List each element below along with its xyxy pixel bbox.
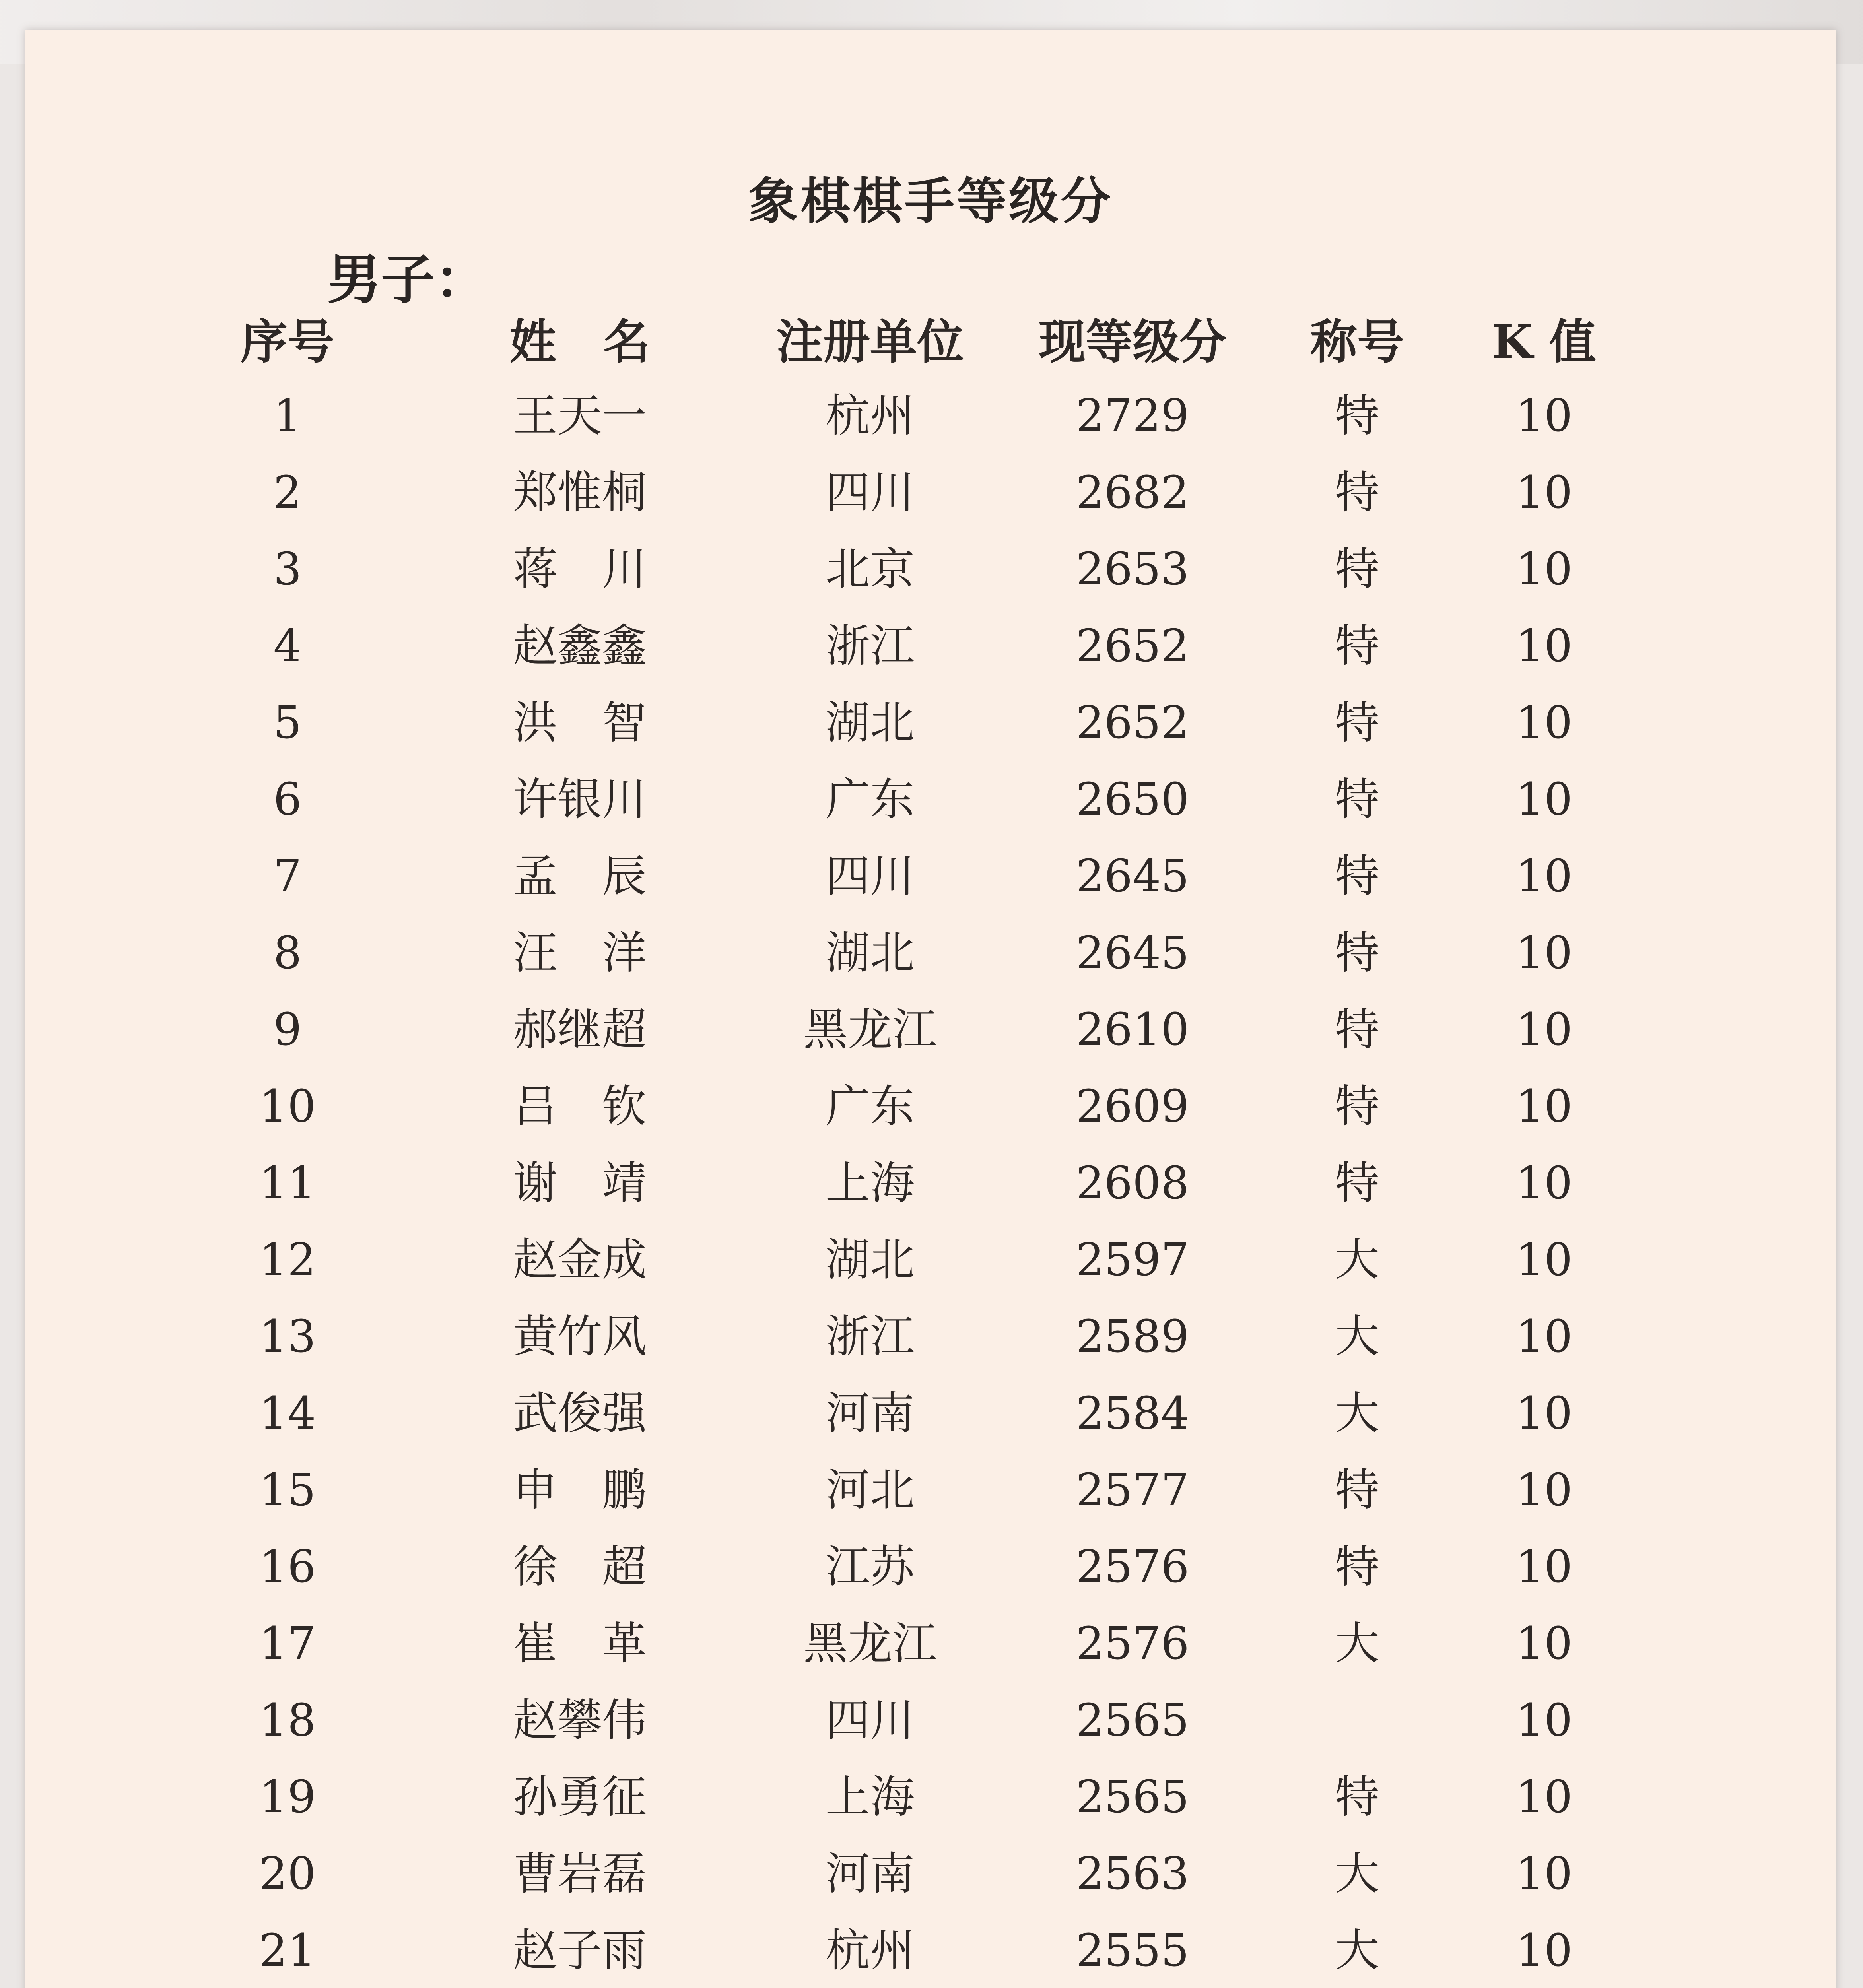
cell-k: 10 xyxy=(1515,697,1573,749)
cell-unit: 黑龙江 xyxy=(803,1618,937,1670)
cell-no: 2 xyxy=(273,467,302,518)
table-row xyxy=(25,1682,1836,1759)
cell-k: 10 xyxy=(1515,1311,1573,1363)
cell-title: 特 xyxy=(1335,1464,1379,1516)
cell-unit: 黑龙江 xyxy=(803,1004,937,1056)
cell-name: 徐 超 xyxy=(513,1541,647,1593)
cell-k: 10 xyxy=(1515,1004,1573,1056)
table-row xyxy=(25,1759,1836,1836)
cell-k: 10 xyxy=(1515,1388,1573,1439)
cell-title: 特 xyxy=(1335,620,1379,672)
table-row xyxy=(25,992,1836,1068)
table-row xyxy=(25,1452,1836,1529)
cell-score: 2563 xyxy=(1076,1848,1189,1900)
cell-score: 2652 xyxy=(1076,620,1189,672)
cell-title: 特 xyxy=(1335,390,1379,442)
cell-unit: 上海 xyxy=(826,1157,915,1209)
cell-name: 曹岩磊 xyxy=(513,1848,647,1900)
cell-unit: 杭州 xyxy=(826,1925,915,1976)
cell-unit: 河北 xyxy=(826,1464,915,1516)
table-body xyxy=(25,378,1836,1988)
cell-unit: 河南 xyxy=(826,1848,915,1900)
cell-unit: 河南 xyxy=(826,1388,915,1439)
cell-unit: 湖北 xyxy=(826,697,915,749)
cell-unit: 四川 xyxy=(826,1695,915,1746)
header-score: 现等级分 xyxy=(1038,314,1226,369)
cell-unit: 浙江 xyxy=(826,1311,915,1363)
cell-score: 2576 xyxy=(1076,1541,1189,1593)
cell-score: 2584 xyxy=(1076,1388,1189,1439)
cell-unit: 杭州 xyxy=(826,390,915,442)
cell-score: 2609 xyxy=(1076,1081,1189,1132)
table-row xyxy=(25,685,1836,761)
cell-no: 13 xyxy=(259,1311,316,1363)
cell-title: 特 xyxy=(1335,774,1379,825)
cell-no: 18 xyxy=(259,1695,316,1746)
cell-score: 2610 xyxy=(1076,1004,1189,1056)
cell-unit: 上海 xyxy=(826,1771,915,1823)
cell-name: 吕 钦 xyxy=(513,1081,647,1132)
cell-k: 10 xyxy=(1515,467,1573,518)
cell-k: 10 xyxy=(1515,927,1573,979)
cell-score: 2565 xyxy=(1076,1695,1189,1746)
header-name: 姓 名 xyxy=(509,314,650,369)
cell-unit: 北京 xyxy=(826,544,915,595)
cell-score: 2645 xyxy=(1076,927,1189,979)
table-row xyxy=(25,1222,1836,1299)
cell-no: 20 xyxy=(259,1848,316,1900)
cell-score: 2652 xyxy=(1076,697,1189,749)
cell-unit: 江苏 xyxy=(826,1541,915,1593)
header-no: 序号 xyxy=(240,314,334,369)
cell-name: 申 鹏 xyxy=(513,1464,647,1516)
cell-no: 6 xyxy=(273,774,302,825)
cell-title: 大 xyxy=(1335,1311,1379,1363)
cell-title: 特 xyxy=(1335,1081,1379,1132)
cell-name: 赵子雨 xyxy=(513,1925,647,1976)
cell-no: 8 xyxy=(273,927,302,979)
cell-score: 2565 xyxy=(1076,1771,1189,1823)
header-k: K 值 xyxy=(1492,314,1596,369)
table-row xyxy=(25,915,1836,992)
cell-title: 特 xyxy=(1335,927,1379,979)
table-row xyxy=(25,1068,1836,1145)
cell-unit: 湖北 xyxy=(826,1234,915,1286)
cell-score: 2653 xyxy=(1076,544,1189,595)
cell-title: 特 xyxy=(1335,1004,1379,1056)
table-row xyxy=(25,608,1836,685)
cell-title: 特 xyxy=(1335,1157,1379,1209)
cell-no: 15 xyxy=(259,1464,316,1516)
cell-no: 1 xyxy=(273,390,302,442)
cell-title: 大 xyxy=(1335,1388,1379,1439)
cell-name: 王天一 xyxy=(513,390,647,442)
cell-no: 12 xyxy=(259,1234,316,1286)
cell-score: 2597 xyxy=(1076,1234,1189,1286)
table-row xyxy=(25,531,1836,608)
cell-score: 2682 xyxy=(1076,467,1189,518)
cell-no: 14 xyxy=(259,1388,316,1439)
cell-title: 特 xyxy=(1335,544,1379,595)
cell-k: 10 xyxy=(1515,1848,1573,1900)
cell-unit: 四川 xyxy=(826,850,915,902)
cell-name: 黄竹风 xyxy=(513,1311,647,1363)
cell-no: 3 xyxy=(273,544,302,595)
cell-k: 10 xyxy=(1515,390,1573,442)
cell-no: 9 xyxy=(273,1004,302,1056)
cell-title: 特 xyxy=(1335,1771,1379,1823)
cell-k: 10 xyxy=(1515,774,1573,825)
cell-name: 许银川 xyxy=(513,774,647,825)
cell-no: 21 xyxy=(259,1925,316,1976)
cell-unit: 湖北 xyxy=(826,927,915,979)
document-page xyxy=(25,30,1836,1988)
table-header xyxy=(25,308,1836,376)
cell-name: 崔 革 xyxy=(513,1618,647,1670)
cell-name: 郑惟桐 xyxy=(513,467,647,518)
cell-title: 大 xyxy=(1335,1234,1379,1286)
cell-name: 赵金成 xyxy=(513,1234,647,1286)
cell-k: 10 xyxy=(1515,850,1573,902)
table-row xyxy=(25,454,1836,531)
cell-k: 10 xyxy=(1515,1234,1573,1286)
cell-score: 2589 xyxy=(1076,1311,1189,1363)
cell-title: 特 xyxy=(1335,850,1379,902)
document-title: 象棋棋手等级分 xyxy=(748,172,1113,230)
section-label-men: 男子： xyxy=(327,248,488,311)
header-title: 称号 xyxy=(1310,314,1404,369)
table-row xyxy=(25,1299,1836,1375)
cell-unit: 广东 xyxy=(826,1081,915,1132)
cell-title: 大 xyxy=(1335,1925,1379,1976)
cell-no: 19 xyxy=(259,1771,316,1823)
cell-name: 汪 洋 xyxy=(513,927,647,979)
cell-no: 4 xyxy=(273,620,302,672)
cell-score: 2645 xyxy=(1076,850,1189,902)
cell-score: 2555 xyxy=(1076,1925,1189,1976)
table-row xyxy=(25,838,1836,915)
cell-k: 10 xyxy=(1515,1695,1573,1746)
table-row xyxy=(25,378,1836,454)
header-unit: 注册单位 xyxy=(776,314,964,369)
cell-title: 特 xyxy=(1335,467,1379,518)
cell-k: 10 xyxy=(1515,1464,1573,1516)
cell-title: 大 xyxy=(1335,1618,1379,1670)
cell-name: 赵攀伟 xyxy=(513,1695,647,1746)
cell-unit: 广东 xyxy=(826,774,915,825)
cell-k: 10 xyxy=(1515,544,1573,595)
table-row xyxy=(25,1606,1836,1682)
cell-score: 2608 xyxy=(1076,1157,1189,1209)
cell-no: 11 xyxy=(259,1157,316,1209)
cell-k: 10 xyxy=(1515,1541,1573,1593)
cell-name: 武俊强 xyxy=(513,1388,647,1439)
table-row xyxy=(25,1375,1836,1452)
cell-unit: 浙江 xyxy=(826,620,915,672)
table-row xyxy=(25,761,1836,838)
cell-name: 蒋 川 xyxy=(513,544,647,595)
cell-title: 大 xyxy=(1335,1848,1379,1900)
cell-name: 赵鑫鑫 xyxy=(513,620,647,672)
cell-title: 特 xyxy=(1335,1541,1379,1593)
cell-score: 2729 xyxy=(1076,390,1189,442)
cell-no: 5 xyxy=(273,697,302,749)
table-row xyxy=(25,1145,1836,1222)
cell-name: 孙勇征 xyxy=(513,1771,647,1823)
cell-score: 2577 xyxy=(1076,1464,1189,1516)
cell-k: 10 xyxy=(1515,1771,1573,1823)
cell-score: 2576 xyxy=(1076,1618,1189,1670)
table-row xyxy=(25,1912,1836,1988)
cell-k: 10 xyxy=(1515,1618,1573,1670)
cell-k: 10 xyxy=(1515,1157,1573,1209)
cell-score: 2650 xyxy=(1076,774,1189,825)
cell-unit: 四川 xyxy=(826,467,915,518)
cell-k: 10 xyxy=(1515,1081,1573,1132)
cell-title: 特 xyxy=(1335,697,1379,749)
cell-name: 郝继超 xyxy=(513,1004,647,1056)
table-row xyxy=(25,1836,1836,1912)
cell-no: 10 xyxy=(259,1081,316,1132)
table-row xyxy=(25,1529,1836,1606)
cell-k: 10 xyxy=(1515,620,1573,672)
cell-name: 谢 靖 xyxy=(513,1157,647,1209)
cell-no: 16 xyxy=(259,1541,316,1593)
cell-k: 10 xyxy=(1515,1925,1573,1976)
cell-no: 7 xyxy=(273,850,302,902)
cell-no: 17 xyxy=(259,1618,316,1670)
cell-name: 洪 智 xyxy=(513,697,647,749)
cell-name: 孟 辰 xyxy=(513,850,647,902)
